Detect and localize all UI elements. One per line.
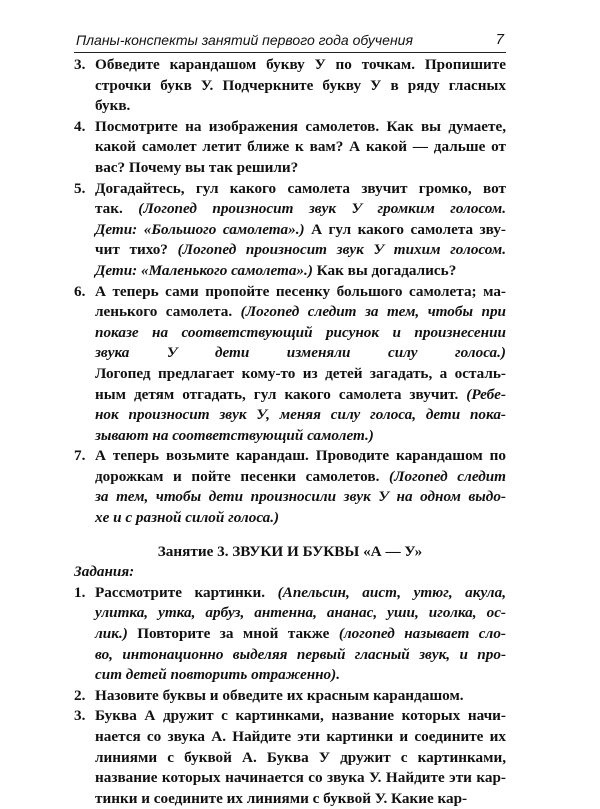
text-run: А теперь возьмите карандаш. Проводите карандашом по: [95, 447, 506, 465]
item-number: 3.: [74, 56, 86, 73]
italic-text: показе на соответствующий рисунок и произнесении: [95, 323, 506, 341]
text-line: [74, 343, 506, 364]
text-line: [74, 302, 506, 323]
text-line: [74, 179, 506, 200]
italic-text: Дети: «Большого самолета».): [95, 220, 305, 238]
italic-text: (логопед называет сло-: [338, 625, 506, 643]
text-line: [74, 603, 506, 624]
text-line: [74, 323, 506, 344]
text-line: [74, 261, 506, 282]
running-title: Планы-конспекты занятий первого года обучения: [76, 32, 413, 48]
text-run: линиями с буквой А. Буква У дружит с картинками,: [95, 748, 506, 766]
item-number: 4.: [74, 117, 86, 135]
text-line: [74, 748, 506, 769]
italic-text: (Логопед следит за тем, чтобы при: [240, 303, 506, 321]
text-run: Посмотрите на изображения самолетов. Как вы думаете,: [95, 117, 506, 135]
text-run: Назовите буквы и обведите их красным карандашом.: [95, 686, 464, 704]
italic-text: Дети: «Маленького самолета».): [95, 261, 313, 279]
spacer: [74, 529, 506, 542]
item-number: 6.: [74, 282, 86, 300]
exercise-list: [74, 55, 506, 529]
italic-text: нок произносит звук У, меняя силу голоса, дети пока-: [95, 406, 506, 424]
italic-text: улитка, утка, арбуз, антенна, ананас, уши, иголка, ос-: [95, 604, 506, 622]
list-item: [74, 686, 506, 707]
list-item: [74, 282, 506, 447]
text-line: [74, 686, 506, 707]
text-line: [74, 220, 506, 241]
italic-text: за тем, чтобы дети произносили звук У на одном выдо-: [95, 488, 506, 506]
text-line: [74, 385, 506, 406]
text-run: Догадайтесь, гул какого самолета звучит громко, вот: [95, 179, 506, 197]
text-line: [74, 364, 506, 385]
item-number: 2.: [74, 686, 86, 704]
text-run: Рассмотрите картинки.: [95, 583, 278, 601]
text-line: [74, 706, 506, 727]
text-line: [74, 624, 506, 645]
text-run: ным детям отгадать, гул какого самолета звучит.: [95, 385, 467, 403]
item-number: 3.: [74, 707, 86, 725]
list-item: [74, 446, 506, 528]
page-content: [74, 55, 506, 809]
text-run: букв.: [95, 97, 131, 115]
text-run: дорожкам и пойте песенки самолетов.: [95, 467, 390, 485]
text-line: [74, 117, 506, 138]
text-run: А теперь сами пропойте песенку большого самолета; ма-: [95, 282, 506, 300]
text-line: [74, 508, 506, 529]
text-line: [74, 665, 506, 686]
list-item: [74, 55, 506, 117]
text-run: ленького самолета.: [95, 303, 241, 321]
text-line: [74, 137, 506, 158]
text-run: какой самолет летит ближе к вам? А какой — дальше от: [95, 138, 506, 156]
italic-text: (Логопед произносит звук У громким голосом.: [138, 200, 506, 218]
italic-text: во, интонационно выделяя первый гласный звук, и про-: [95, 645, 506, 663]
text-run: Логопед предлагает кому-то из детей загадать, а осталь-: [95, 364, 506, 382]
text-run: так.: [95, 200, 139, 218]
list-item: [74, 706, 506, 809]
text-line: [74, 446, 506, 467]
page-number: 7: [495, 31, 504, 48]
text-line: [74, 240, 506, 261]
text-line: [74, 96, 506, 117]
text-line: [74, 199, 506, 220]
text-run: название которых начинается со звука У. Найдите эти кар-: [95, 769, 506, 787]
italic-text: хе и с разной силой голоса.): [95, 509, 280, 527]
running-header: [74, 30, 506, 53]
italic-text: сит детей повторить отраженно).: [95, 666, 341, 684]
italic-text: звука У дети изменяли силу голоса.): [95, 344, 506, 362]
list-item: [74, 179, 506, 282]
text-line: [74, 789, 506, 809]
text-line: [74, 76, 506, 97]
text-line: [74, 282, 506, 303]
text-run: вас? Почему вы так решили?: [95, 158, 299, 176]
text-line: [74, 55, 506, 76]
text-line: [74, 583, 506, 604]
text-run: А гул какого самолета зву-: [304, 220, 506, 238]
text-line: [74, 467, 506, 488]
italic-text: (Ребе-: [466, 385, 506, 403]
italic-text: (Логопед следит: [389, 467, 506, 485]
italic-text: зывают на соответствующий самолет.): [95, 426, 374, 444]
text-line: [74, 158, 506, 179]
text-run: чит тихо?: [95, 241, 178, 259]
list-item: [74, 117, 506, 179]
item-number: 5.: [74, 179, 86, 197]
text-run: Буква А дружит с картинками, название которых начи-: [95, 707, 506, 725]
text-line: [74, 487, 506, 508]
italic-text: лик.): [95, 625, 128, 643]
text-run: Как вы догадались?: [312, 261, 457, 279]
task-list: [74, 583, 506, 809]
text-line: [74, 405, 506, 426]
text-line: [74, 768, 506, 789]
text-line: [74, 426, 506, 447]
tasks-label: Задания:: [74, 563, 135, 581]
item-number: 1.: [74, 583, 86, 601]
lesson-title: Занятие 3. ЗВУКИ И БУКВЫ «А — У»: [157, 542, 423, 560]
list-item: [74, 583, 506, 686]
text-line: [74, 645, 506, 666]
italic-text: (Апельсин, аист, утюг, акула,: [277, 583, 506, 601]
text-run: Повторите за мной также: [127, 625, 339, 643]
text-run: тинки и соедините их линиями с буквой У. Какие кар-: [95, 789, 468, 807]
italic-text: (Логопед произносит звук У тихим голосом.: [177, 241, 506, 259]
item-number: 7.: [74, 447, 86, 465]
text-run: строчки букв У. Подчеркните букву У в ряду гласных: [95, 76, 506, 94]
text-line: [74, 727, 506, 748]
text-run: Обведите карандашом букву У по точкам. Пропишите: [95, 56, 506, 73]
text-run: нается со звука А. Найдите эти картинки и соедините их: [95, 728, 506, 745]
